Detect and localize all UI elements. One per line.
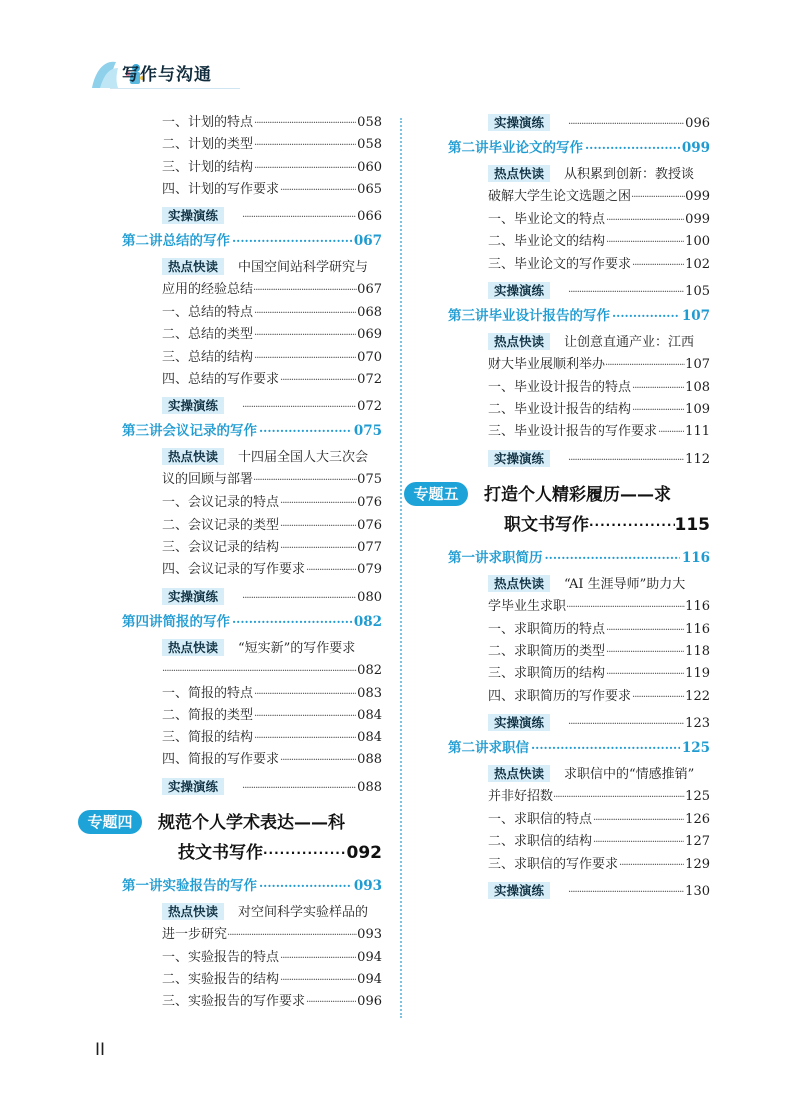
leader-dots [280,538,356,560]
toc-topic[interactable]: 专题四 规范个人学术表达——科 技文书写作 ····· 092 [78,808,382,868]
toc-lecture[interactable]: 第四讲 简报的写作 ····· 082 [122,610,382,634]
leader-dots [254,728,356,750]
leader-dots [632,400,684,422]
leader-dots [589,510,675,540]
toc-practice[interactable]: 实操演练 ····· 096 [448,112,710,136]
leader-dots [568,281,684,305]
leader-dots [631,187,685,209]
toc-practice[interactable]: 实操演练 ····· 080 [122,586,382,610]
toc-entry[interactable]: 二、计划的类型 ····· 058 [122,134,382,156]
toc-lecture[interactable]: 第一讲 实验报告的写作 ····· 093 [122,874,382,898]
toc-lecture[interactable]: 第三讲 会议记录的写作 ····· 075 [122,419,382,443]
leader-dots [232,229,352,253]
toc-entry[interactable]: 四、简报的写作要求 ····· 088 [122,749,382,771]
leader-dots [280,970,356,992]
toc-entry[interactable]: 三、总结的结构 ····· 070 [122,347,382,369]
page-header [0,0,800,100]
toc-hot-read[interactable]: 热点快读 “AI 生涯导师”助力大 学毕业生求职 ····· 116 [448,574,710,619]
toc-practice[interactable]: 实操演练 ····· 123 [448,712,710,736]
toc-hot-read[interactable]: 热点快读 求职信中的“情感推销” 并非好招数 ····· 125 [448,764,710,809]
toc-entry[interactable]: 二、总结的类型 ····· 069 [122,324,382,346]
topic-badge: 专题四 [78,810,142,834]
toc-lecture[interactable]: 第二讲 总结的写作 ····· 067 [122,229,382,253]
toc-hot-read[interactable]: 热点快读 让创意直通产业：江西 财大毕业展顺利举办 ····· 107 [448,332,710,377]
toc-entry[interactable]: 三、实验报告的写作要求 ····· 096 [122,991,382,1013]
leader-dots [531,736,680,760]
toc-topic[interactable]: 专题五 打造个人精彩履历——求 职文书写作 ····· 115 [404,480,710,540]
leader-dots [280,370,356,392]
leader-dots [619,855,684,877]
toc-right-column [413,112,710,904]
toc-entry[interactable]: 三、会议记录的结构 ····· 077 [122,537,382,559]
toc-entry[interactable]: 三、求职简历的结构 ····· 119 [448,663,710,685]
leader-dots [606,664,684,686]
toc-lecture[interactable]: 第二讲 求职信 ····· 125 [448,736,710,760]
practice-badge: 实操演练 [488,450,550,467]
leader-dots [632,687,684,709]
leader-dots [568,713,684,737]
toc-practice[interactable]: 实操演练 ····· 130 [448,880,710,904]
leader-dots [306,992,356,1014]
toc-lecture[interactable]: 第一讲 求职简历 ····· 116 [448,546,710,570]
leader-dots [566,597,685,619]
toc-entry[interactable]: 四、总结的写作要求 ····· 072 [122,369,382,391]
toc-entry[interactable]: 二、会议记录的类型 ····· 076 [122,515,382,537]
toc-hot-read[interactable]: 热点快读 中国空间站科学研究与 应用的经验总结 ····· 067 [122,257,382,302]
toc-entry[interactable]: 三、毕业论文的写作要求 ····· 102 [448,254,710,276]
leader-dots [593,832,684,854]
leader-dots [280,180,356,202]
leader-dots [593,810,684,832]
hot-read-badge: 热点快读 [162,903,224,920]
leader-dots [568,449,684,473]
toc-entry[interactable]: 一、实验报告的特点 ····· 094 [122,947,382,969]
leader-dots [606,210,684,232]
leader-dots [632,255,684,277]
leader-dots [242,777,356,801]
toc-practice[interactable]: 实操演练 ····· 112 [448,448,710,472]
hot-read-badge: 热点快读 [488,765,550,782]
leader-dots [306,560,356,582]
leader-dots [242,587,356,611]
leader-dots [585,136,680,160]
hot-read-badge: 热点快读 [488,165,550,182]
leader-dots [254,113,356,135]
toc-entry[interactable]: 二、简报的类型 ····· 084 [122,705,382,727]
toc-left-column [87,112,382,1014]
toc-entry[interactable]: 四、求职简历的写作要求 ····· 122 [448,686,710,708]
leader-dots [632,378,684,400]
leader-dots [259,874,352,898]
leader-dots [612,304,680,328]
hot-read-badge: 热点快读 [162,448,224,465]
toc-practice[interactable]: 实操演练 ····· 088 [122,776,382,800]
leader-dots [280,948,356,970]
toc-entry[interactable]: 二、求职信的结构 ····· 127 [448,831,710,853]
book-title: 写作与沟通 [122,65,212,85]
toc-entry[interactable]: 一、会议记录的特点 ····· 076 [122,492,382,514]
practice-badge: 实操演练 [488,714,550,731]
toc-entry[interactable]: 三、求职信的写作要求 ····· 129 [448,854,710,876]
toc-entry[interactable]: 二、实验报告的结构 ····· 094 [122,969,382,991]
leader-dots [254,348,356,370]
leader-dots [254,684,356,706]
leader-dots [254,325,356,347]
toc-entry[interactable]: 四、会议记录的写作要求 ····· 079 [122,559,382,581]
leader-dots [606,620,684,642]
leader-dots [254,706,356,728]
toc-entry[interactable]: 一、毕业论文的特点 ····· 099 [448,209,710,231]
hot-read-badge: 热点快读 [162,258,224,275]
toc-entry[interactable]: 三、简报的结构 ····· 084 [122,727,382,749]
toc-hot-read[interactable]: 热点快读 从积累到创新：教授谈 破解大学生论文选题之困 ····· 099 [448,164,710,209]
leader-dots [254,303,356,325]
leader-dots [263,838,347,868]
leader-dots [280,516,356,538]
practice-badge: 实操演练 [162,397,224,414]
leader-dots [606,642,684,664]
leader-dots [280,493,356,515]
toc-entry[interactable]: 三、毕业设计报告的写作要求 ····· 111 [448,421,710,443]
toc-practice[interactable]: 实操演练 ····· 072 [122,395,382,419]
practice-badge: 实操演练 [488,282,550,299]
leader-dots [253,470,357,492]
toc-hot-read[interactable]: 热点快读 十四届全国人大三次会 议的回顾与部署 ····· 075 [122,447,382,492]
leader-dots [232,610,352,634]
leader-dots [242,396,356,420]
leader-dots [254,158,356,180]
leader-dots [242,206,356,230]
toc-hot-read[interactable]: 热点快读 “短实新”的写作要求 ····· 082 [122,638,382,683]
topic-badge: 专题五 [404,482,468,506]
toc-entry[interactable]: 一、总结的特点 ····· 068 [122,302,382,324]
practice-badge: 实操演练 [488,114,550,131]
leader-dots [545,546,680,570]
leader-dots [259,419,352,443]
leader-dots [162,661,357,683]
leader-dots [553,787,685,809]
page-number: II [95,1040,106,1060]
toc-entry[interactable]: 二、毕业设计报告的结构 ····· 109 [448,399,710,421]
toc-entry[interactable]: 一、计划的特点 ····· 058 [122,112,382,134]
hot-read-badge: 热点快读 [162,639,224,656]
leader-dots [605,355,685,377]
toc-entry[interactable]: 二、求职简历的类型 ····· 118 [448,641,710,663]
hot-read-badge: 热点快读 [488,575,550,592]
toc-entry[interactable]: 一、求职信的特点 ····· 126 [448,809,710,831]
toc-entry[interactable]: 一、求职简历的特点 ····· 116 [448,619,710,641]
header-rule [110,88,240,89]
leader-dots [568,881,684,905]
toc-practice[interactable]: 实操演练 ····· 105 [448,280,710,304]
toc-lecture[interactable]: 第三讲 毕业设计报告的写作 ····· 107 [448,304,710,328]
practice-badge: 实操演练 [162,207,224,224]
leader-dots [227,925,357,947]
toc-hot-read[interactable]: 热点快读 对空间科学实验样品的 进一步研究 ····· 093 [122,902,382,947]
leader-dots [254,135,356,157]
toc-entry[interactable]: 一、毕业设计报告的特点 ····· 108 [448,377,710,399]
toc-entry[interactable]: 四、计划的写作要求 ····· 065 [122,179,382,201]
column-divider [400,118,402,1018]
toc-entry[interactable]: 三、计划的结构 ····· 060 [122,157,382,179]
leader-dots [568,113,684,137]
leader-dots [658,422,684,444]
practice-badge: 实操演练 [162,588,224,605]
leader-dots [606,232,684,254]
hot-read-badge: 热点快读 [488,333,550,350]
leader-dots [253,280,357,302]
practice-badge: 实操演练 [162,778,224,795]
toc-entry[interactable]: 一、简报的特点 ····· 083 [122,683,382,705]
practice-badge: 实操演练 [488,882,550,899]
leader-dots [280,750,356,772]
toc-entry[interactable]: 二、毕业论文的结构 ····· 100 [448,231,710,253]
toc-practice[interactable]: 实操演练 ····· 066 [122,205,382,229]
toc-lecture[interactable]: 第二讲 毕业论文的写作 ····· 099 [448,136,710,160]
